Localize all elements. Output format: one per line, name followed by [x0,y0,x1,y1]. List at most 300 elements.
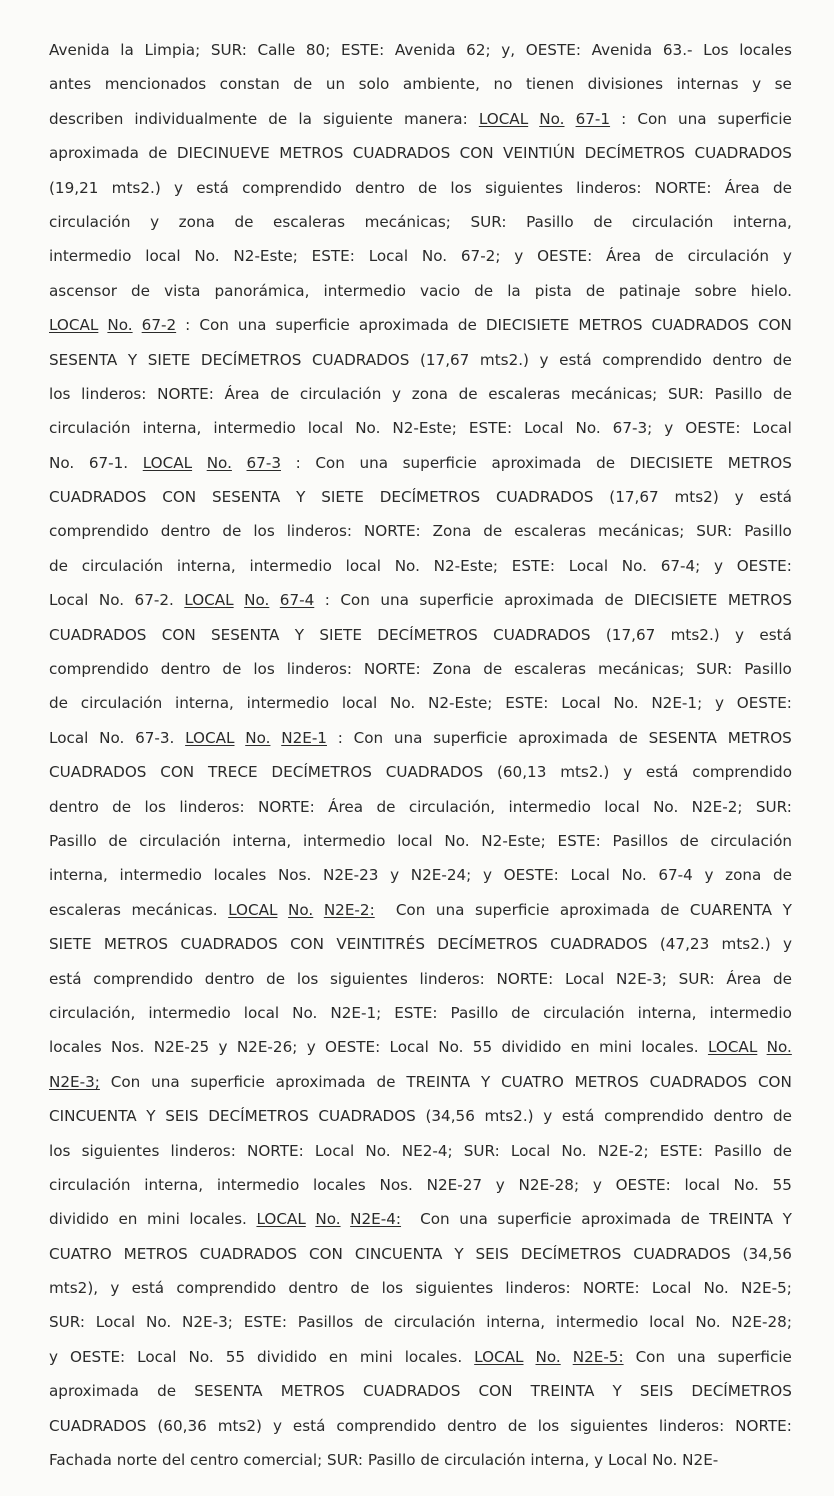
text-segment: y [482,866,492,885]
text-segment: Y [612,1382,622,1401]
text-segment: DIECISIETE [633,591,718,610]
text-segment: Pasillos [297,1313,354,1332]
text-segment: Con [353,728,384,747]
text-segment: No. [188,1347,214,1366]
underlined-heading: LOCAL [256,1210,306,1229]
text-segment: aproximada [275,1072,366,1091]
text-segment: CON [162,488,197,507]
underlined-heading: LOCAL [142,453,193,472]
text-segment: intermedio [323,281,406,300]
text-segment: Local [510,1141,551,1160]
text-segment: mts2), [49,1279,99,1298]
text-segment: comprendido [176,1279,277,1298]
text-segment: de [654,247,674,266]
text-segment: SUR: [470,212,507,231]
text-segment: aproximada [49,144,139,163]
text-segment: No. [621,556,647,575]
text-segment: de [350,1279,370,1298]
text-segment: intermedio [303,831,386,850]
text-segment: linderos: [505,1279,571,1298]
underlined-heading: LOCAL [707,1038,758,1057]
text-line [49,377,792,411]
text-segment: y [539,350,549,369]
text-segment: dividido [49,1210,109,1229]
text-segment: divisiones [587,75,664,94]
text-segment: Limpia; [144,41,201,59]
text-segment: METROS [280,1382,345,1401]
text-segment: de [293,75,313,94]
text-segment: superficie [402,453,477,472]
text-segment: OESTE: [525,41,581,59]
underlined-heading: 67-1 [575,109,611,128]
text-segment: Local [314,1141,355,1160]
text-segment: un [325,75,346,94]
underlined-heading: LOCAL [228,900,278,919]
text-segment: zona [725,866,762,885]
text-segment: SUR: [696,522,733,541]
underlined-heading: 67-4 [279,591,315,610]
text-segment: aproximada [518,728,609,747]
text-segment: N2-Este; [433,556,499,575]
text-segment: de [364,1313,384,1332]
text-segment: mini [146,1210,180,1229]
text-segment: No. [145,1313,172,1332]
text-segment: NORTE: [735,1416,792,1435]
text-segment: ESTE: [511,556,555,575]
text-segment: No. [575,419,601,438]
text-segment: Pasillo [49,831,97,850]
text-segment: y [664,419,674,438]
text-segment: CUADRADOS [694,144,792,163]
text-segment: intermedio [249,556,332,575]
text-segment: CUADRADOS [352,144,451,163]
text-segment: No. [613,694,639,713]
text-segment: interna, [176,556,236,575]
text-segment: 67-4; [660,556,701,575]
text-segment: VEINTITRÉS [336,935,425,954]
text-segment: Los [703,41,729,59]
text-line [49,411,792,445]
text-segment: y [150,212,160,231]
text-segment: linderos: [286,660,352,679]
text-segment: los [296,969,319,988]
text-segment: NORTE: [157,384,214,403]
text-segment: de [49,694,68,713]
text-segment: de [772,350,792,369]
text-segment: Con [315,453,345,472]
text-segment: SESENTA [194,1382,263,1401]
text-line [49,1065,792,1099]
underlined-heading: LOCAL [184,591,234,610]
text-segment: de [483,660,503,679]
text-segment: internas [676,75,739,94]
text-segment: : [621,109,627,128]
text-segment: 55 [225,1347,246,1366]
text-line [49,1305,792,1339]
text-segment: y [174,178,184,197]
text-segment: interna, [144,1175,204,1194]
text-segment: pista [534,281,572,300]
text-segment: de [660,900,680,919]
text-segment: de [679,831,699,850]
text-segment: de [222,660,242,679]
text-segment: NE2-4; [401,1141,453,1160]
text-segment: NORTE: [363,522,421,541]
text-segment: siguiente [323,109,393,128]
text-segment: CON [757,1072,792,1091]
text-segment: circulación [49,419,131,438]
text-segment: No. [695,1313,721,1332]
text-segment: N2E-23 [323,866,379,885]
text-segment: ESTE: [557,831,601,850]
text-segment: está [645,763,679,782]
text-segment: No. [98,591,125,610]
text-segment: No. [292,1003,318,1022]
text-segment: de [772,1107,792,1126]
text-segment: está [292,1416,326,1435]
text-segment: N2-Este; [427,694,493,713]
text-segment: de [618,728,638,747]
text-segment: N2E-25 [153,1038,210,1057]
text-segment: Zona [432,660,472,679]
text-segment: (60,13 [496,763,547,782]
text-line [49,721,792,755]
text-segment: de [148,144,168,163]
text-segment: circulación [49,1175,131,1194]
text-segment: ESTE: [394,1003,438,1022]
text-segment: (17,67 [419,350,470,369]
text-segment: ESTE: [243,1313,287,1332]
text-segment: aproximada [504,591,595,610]
text-segment: circulación [49,212,131,231]
text-segment: describen [49,109,124,128]
underlined-heading: No. [535,1347,561,1366]
text-segment: TREINTA [406,1072,471,1091]
text-segment: SUR: [678,969,715,988]
text-segment: SESENTA [648,728,717,747]
text-segment: CUADRADOS [550,935,648,954]
text-segment: intermedio [246,694,330,713]
text-line [49,996,792,1030]
text-segment: Local [524,419,564,438]
text-segment: Con [395,900,426,919]
text-segment: METROS [123,1244,188,1263]
text-segment: mini [598,1038,632,1057]
text-segment: y [272,1416,282,1435]
text-segment: dentro [288,1279,339,1298]
text-line [49,755,792,789]
text-segment: CUATRO [49,1244,112,1263]
text-segment: No. [99,728,125,747]
text-segment: CUADRADOS [180,935,278,954]
text-segment: CON [161,625,196,644]
text-segment: dentro [447,1416,497,1435]
text-segment: SESENTA [49,350,118,369]
text-segment: y [495,1175,505,1194]
text-segment: de [511,1003,531,1022]
text-segment: DECÍMETROS [584,144,686,163]
text-segment: (60,36 [157,1416,207,1435]
text-segment: está [759,625,792,644]
text-segment: local [684,1175,720,1194]
text-line [49,790,792,824]
text-segment: 63.- [662,41,693,59]
text-segment: local [649,1313,685,1332]
text-segment: locales [739,41,792,59]
text-segment: de [458,384,478,403]
text-segment: Con [340,591,370,610]
text-segment: una [435,900,465,919]
text-segment: circulación, [49,1003,136,1022]
text-segment: No. [365,1141,391,1160]
underlined-heading: No. [315,1210,341,1229]
text-line [49,858,792,892]
text-segment: SUR: [463,1141,500,1160]
text-line [49,1271,792,1305]
text-segment: y [543,1107,553,1126]
text-segment: siguientes [330,969,408,988]
text-line [49,343,792,377]
text-segment: Pasillos [612,831,669,850]
text-segment: circulación [81,556,164,575]
text-segment: (34,56 [742,1244,792,1263]
text-segment: escaleras [514,522,587,541]
text-segment: mts2.) [560,763,610,782]
text-segment: los [253,660,275,679]
text-line [49,549,792,583]
text-segment: circulación [631,212,714,231]
text-segment: Pasillo [526,212,574,231]
text-segment: Avenida [394,41,456,59]
text-segment: antes [49,75,92,94]
text-segment: No. [561,1141,587,1160]
text-segment: la [298,109,312,128]
text-segment: locales [49,1038,102,1057]
text-segment: vacio [419,281,461,300]
text-segment: Y [480,1072,491,1091]
text-segment: comprendido [49,660,149,679]
text-segment: mts2.) [721,935,771,954]
text-segment: está [49,969,82,988]
text-segment: tienen [525,75,575,94]
text-segment: Avenida [591,41,653,59]
text-segment: Local [651,1279,692,1298]
text-line [49,171,792,205]
text-segment: dentro [204,969,255,988]
text-segment: y [714,694,724,713]
text-segment: de [772,384,792,403]
text-segment: comprendido [93,969,193,988]
text-segment: CON [758,316,792,335]
text-segment: Con [635,1347,666,1366]
text-segment: Local [49,591,89,610]
text-line [49,102,792,136]
text-segment: está [196,178,229,197]
text-segment: linderos: [658,1416,725,1435]
text-segment: circulación [710,831,792,850]
text-segment: dentro [160,660,211,679]
text-line [49,962,792,996]
text-segment: los [49,1141,71,1160]
text-segment: manera: [403,109,468,128]
text-segment: SEIS [639,1382,674,1401]
text-line [49,514,792,548]
text-segment: Pasillo [744,522,792,541]
text-segment: intermedio [508,797,591,816]
text-line [49,1237,792,1271]
text-segment: ambiente, [402,75,480,94]
text-segment: Con [110,1072,141,1091]
text-segment: Pasillo [450,1003,499,1022]
text-segment: local [145,247,181,266]
text-segment: SESENTA [212,488,281,507]
text-segment: CON [290,935,324,954]
text-segment: mts2) [674,488,719,507]
text-segment: locales [213,866,267,885]
text-segment: Local [570,866,610,885]
text-segment: Local [752,419,792,438]
text-segment: 55 [472,1038,493,1057]
text-segment: Local [564,969,605,988]
text-segment: intermedio [216,1175,300,1194]
text-segment: de [457,316,477,335]
text-segment: CON [308,1244,343,1263]
text-segment: SUR: [755,797,792,816]
text-segment: intermedio [213,419,296,438]
text-segment: Nos. [379,1175,413,1194]
text-segment: está [559,350,592,369]
text-line [49,480,792,514]
text-line [49,1099,792,1133]
text-segment: No. [444,831,470,850]
text-segment: linderos: [419,969,485,988]
text-segment: Local [137,1347,177,1366]
text-segment: Área [726,969,762,988]
text-segment: una [359,453,389,472]
text-segment: (17,67 [609,488,659,507]
text-segment: N2E-3; [182,1313,233,1332]
text-segment: OESTE: [325,1038,381,1057]
text-segment: intermedio [49,247,132,266]
text-line [49,33,792,67]
text-segment: circulación [687,247,770,266]
text-segment: linderos: [170,1141,236,1160]
text-segment: SIETE [147,350,191,369]
text-segment: de [585,281,605,300]
text-segment: está [759,488,792,507]
text-segment: N2-Este; [392,419,457,438]
text-segment: DECÍMETROS [271,763,372,782]
text-segment: Área [224,384,260,403]
text-segment: Fachada norte del centro comercial; SUR: Pasillo de circulación interna, y Local No. N2E- [49,1451,719,1470]
text-segment: SESENTA [211,625,280,644]
text-segment: NORTE: [246,1141,304,1160]
text-segment: superficie [275,316,350,335]
text-segment: N2E-28; [518,1175,580,1194]
text-segment: locales. [641,1038,699,1057]
text-segment: comprendido [336,1416,437,1435]
text-segment: circulación [393,1313,476,1332]
text-line [49,1374,792,1408]
text-segment: DIECISIETE [629,453,714,472]
text-segment: y [392,384,402,403]
text-segment: SEIS [475,1244,509,1263]
text-segment: N2E-5; [741,1279,792,1298]
text-segment: y [514,247,524,266]
text-line [49,893,792,927]
text-segment: METROS [578,316,643,335]
text-segment: No. [390,694,416,713]
underlined-heading: No. [245,728,271,747]
text-segment: Local [368,247,409,266]
text-segment: CUADRADOS [385,763,484,782]
text-segment: en [118,1210,138,1229]
text-segment: N2-Este; [481,831,546,850]
text-segment: : [295,453,301,472]
text-segment: una [151,1072,180,1091]
text-segment: interna, [637,1003,697,1022]
text-segment: los [253,522,275,541]
text-segment: (34,56 [425,1107,475,1126]
text-segment: y [713,556,723,575]
text-line [49,1202,792,1236]
text-segment: de [157,1382,177,1401]
text-segment: Local [95,1313,136,1332]
text-segment: locales. [189,1210,247,1229]
text-segment: ESTE: [505,694,549,713]
text-segment: N2-Este; [233,247,298,266]
text-segment: mecánicas; [364,212,451,231]
text-segment: METROS [279,144,344,163]
text-segment: CUADRADOS [651,316,749,335]
text-segment: Área [328,797,364,816]
text-segment: circulación [299,384,382,403]
underlined-heading: 67-2 [141,316,177,335]
text-segment: locales [313,1175,366,1194]
text-segment: escaleras [49,900,121,919]
text-segment: de [112,797,132,816]
text-line [49,1134,792,1168]
text-line [49,652,792,686]
text-segment: CUADRADOS [49,625,147,644]
text-segment: solo [358,75,390,94]
text-segment: ESTE: [311,247,355,266]
text-segment: : [185,316,191,335]
text-segment: NORTE: [363,660,421,679]
text-segment: Y [782,900,792,919]
text-segment: de [772,969,792,988]
text-segment: de [222,522,242,541]
text-segment: individualmente [134,109,258,128]
text-segment: No. [194,247,220,266]
text-segment: una [393,728,423,747]
text-segment: DECÍMETROS [691,1382,792,1401]
underlined-heading: No. [288,900,314,919]
text-segment: una [237,316,267,335]
text-segment: Y [146,1107,156,1126]
text-segment: CUADRADOS [318,1107,416,1126]
text-segment: la [120,41,134,59]
text-segment: N2E-24; [410,866,472,885]
text-segment: SUR: [667,384,704,403]
text-segment: DECÍMETROS [379,488,481,507]
text-segment: interna, [49,866,108,885]
text-segment: dentro [355,178,405,197]
text-segment: mts2.) [479,350,529,369]
text-segment: CUARENTA [689,900,773,919]
text-segment: comprendido [692,763,792,782]
text-segment: dentro [160,522,211,541]
